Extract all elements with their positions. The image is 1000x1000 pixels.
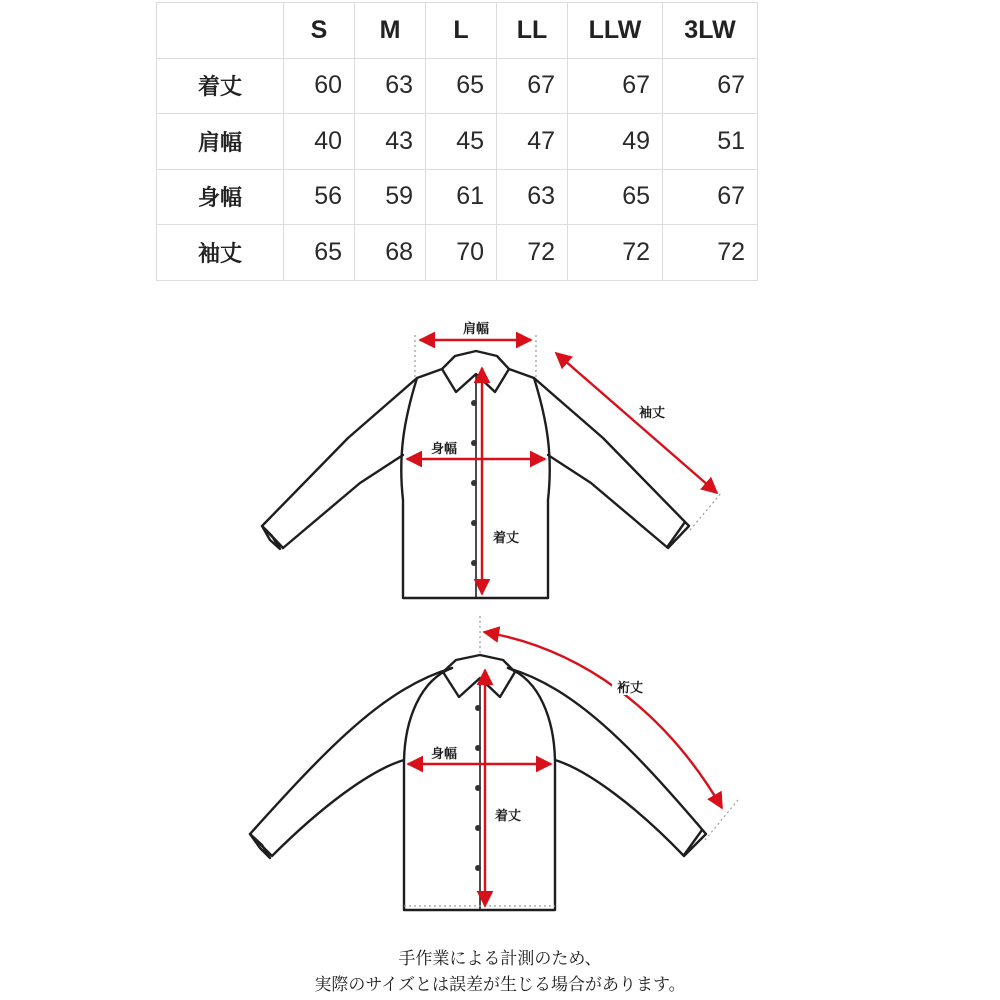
row-label-sleeve: 袖丈 (157, 225, 284, 281)
table-cell: 60 (284, 58, 355, 114)
table-cell: 70 (426, 225, 497, 281)
row-label-length: 着丈 (157, 58, 284, 114)
raglan-right-sleeve-outline (508, 668, 706, 856)
table-cell: 67 (568, 58, 663, 114)
button-icon (475, 745, 481, 751)
table-cell: 65 (284, 225, 355, 281)
table-cell: 65 (426, 58, 497, 114)
table-cell: 56 (284, 169, 355, 225)
left-sleeve-outline (262, 378, 417, 548)
size-header-ll: LL (497, 3, 568, 59)
button-icon (471, 440, 477, 446)
length-label: 着丈 (494, 809, 522, 824)
button-icon (471, 520, 477, 526)
size-header-l: L (426, 3, 497, 59)
button-icon (475, 865, 481, 871)
sleeve-label: 袖丈 (638, 406, 666, 421)
table-cell: 72 (497, 225, 568, 281)
size-header-m: M (355, 3, 426, 59)
table-cell: 47 (497, 114, 568, 170)
chest-label: 身幅 (430, 442, 458, 457)
yuki-measure-arrow (484, 632, 722, 808)
table-cell: 61 (426, 169, 497, 225)
size-header-s: S (284, 3, 355, 59)
button-icon (471, 400, 477, 406)
shoulder-label: 肩幅 (462, 322, 490, 337)
table-cell: 72 (568, 225, 663, 281)
shirt-diagram-bottom (250, 616, 738, 910)
raglan-collar-outline (443, 655, 515, 697)
length-label: 着丈 (492, 531, 520, 546)
table-cell: 65 (568, 169, 663, 225)
table-cell: 43 (355, 114, 426, 170)
button-icon (475, 825, 481, 831)
button-icon (471, 560, 477, 566)
size-header-3lw: 3LW (663, 3, 758, 59)
note-line-1: 手作業による計測のため、 (398, 949, 602, 969)
yuki-label: 裄丈 (616, 681, 644, 696)
chest-label: 身幅 (430, 747, 458, 762)
note-line-2: 実際のサイズとは誤差が生じる場合があります。 (314, 975, 686, 995)
table-cell: 63 (355, 58, 426, 114)
table-cell: 72 (663, 225, 758, 281)
left-cuff-outline (262, 526, 283, 549)
button-icon (471, 480, 477, 486)
table-cell: 67 (663, 58, 758, 114)
table-cell: 59 (355, 169, 426, 225)
table-cell: 68 (355, 225, 426, 281)
table-cell: 49 (568, 114, 663, 170)
raglan-right-cuff-outline (684, 830, 702, 855)
row-label-shoulder: 肩幅 (157, 114, 284, 170)
table-cell: 63 (497, 169, 568, 225)
size-header-llw: LLW (568, 3, 663, 59)
table-cell: 40 (284, 114, 355, 170)
button-icon (475, 785, 481, 791)
table-cell: 67 (663, 169, 758, 225)
button-icon (475, 705, 481, 711)
raglan-left-sleeve-outline (250, 668, 452, 856)
row-label-chest: 身幅 (157, 169, 284, 225)
cuff-guide (690, 492, 722, 530)
table-cell: 67 (497, 58, 568, 114)
shirt-diagram-top (262, 319, 722, 598)
table-cell: 51 (663, 114, 758, 170)
table-cell: 45 (426, 114, 497, 170)
raglan-left-cuff-outline (250, 834, 270, 858)
